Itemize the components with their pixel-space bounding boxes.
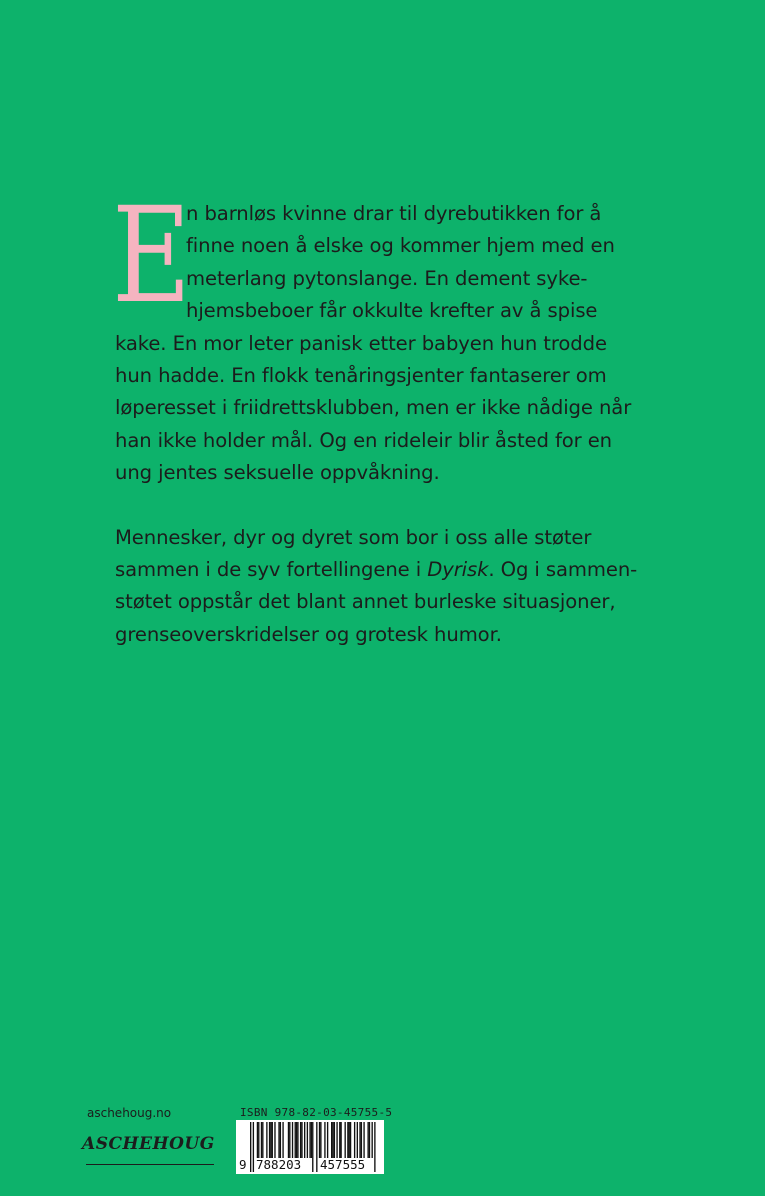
barcode-bar — [319, 1122, 320, 1158]
blurb-line: kake. En mor leter panisk etter babyen hun trodde — [115, 331, 607, 355]
barcode-digits-left: 788203 — [256, 1157, 302, 1172]
barcode-bar — [258, 1122, 259, 1158]
barcode-bar — [332, 1122, 333, 1158]
barcode-bar — [354, 1122, 355, 1158]
publisher-logo: ASCHEHOUG — [82, 1134, 215, 1154]
barcode-bar — [278, 1122, 279, 1158]
isbn-label: ISBN 978-82-03-45755-5 — [240, 1106, 393, 1119]
barcode-bar — [288, 1122, 289, 1158]
barcode-bar — [309, 1122, 310, 1158]
barcode-bar — [334, 1122, 335, 1158]
barcode-digit-first: 9 — [239, 1157, 247, 1172]
blurb-text: sammen i de syv fortellingene i — [115, 558, 428, 582]
barcode-bar — [269, 1122, 270, 1158]
barcode-bar — [304, 1122, 305, 1158]
barcode-digits-right: 457555 — [320, 1157, 366, 1172]
barcode-bar — [262, 1122, 263, 1158]
barcode-bar — [347, 1122, 348, 1158]
blurb-line: han ikke holder mål. Og en rideleir blir åsted for en — [115, 428, 612, 452]
barcode-bar — [274, 1122, 275, 1158]
barcode-bar — [280, 1122, 281, 1158]
barcode-bar — [297, 1122, 298, 1158]
barcode-bar — [331, 1122, 332, 1158]
barcode-bar — [261, 1122, 262, 1158]
barcode-bar — [292, 1122, 293, 1158]
barcode-bar — [270, 1122, 271, 1158]
barcode-bar — [282, 1122, 283, 1158]
blurb-line: hjemsbeboer får okkulte krefter av å spise — [186, 299, 598, 323]
barcode-bar — [307, 1122, 308, 1158]
barcode-bar — [372, 1122, 373, 1158]
barcode-bar — [296, 1122, 297, 1158]
barcode-bar — [349, 1122, 350, 1158]
barcode-bar — [345, 1122, 346, 1158]
barcode-bar — [289, 1122, 290, 1158]
book-title: Dyrisk — [427, 558, 489, 582]
barcode-bar — [300, 1122, 301, 1158]
barcode-bar — [359, 1122, 360, 1158]
blurb-line: meterlang pytonslange. En dement syke- — [186, 266, 588, 290]
barcode-bar — [336, 1122, 337, 1158]
logo-underline — [86, 1164, 214, 1165]
barcode-bar — [367, 1122, 368, 1158]
barcode-bar — [295, 1122, 296, 1158]
barcode-bar — [340, 1122, 341, 1158]
barcode-bar — [363, 1122, 364, 1158]
blurb-line: grenseoverskridelser og grotesk humor. — [115, 622, 502, 646]
blurb-line: n barnløs kvinne drar til dyrebutikken for å — [186, 202, 602, 225]
barcode-bar — [266, 1122, 267, 1158]
barcode-bar — [272, 1122, 273, 1158]
blurb-line: ung jentes seksuelle oppvåkning. — [115, 461, 440, 485]
barcode-bar — [324, 1122, 325, 1158]
blurb-line: finne noen å elske og kommer hjem med en — [186, 234, 615, 258]
blurb-paragraph-2 — [115, 522, 660, 652]
barcode-bar — [301, 1122, 302, 1158]
blurb-line: løperesset i friidrettsklubben, men er ikke nådige når — [115, 396, 632, 420]
barcode-bar — [357, 1122, 358, 1158]
blurb-line: støtet oppstår det blant annet burleske situasjoner, — [115, 590, 616, 614]
barcode-bar — [369, 1122, 370, 1158]
barcode-bar — [361, 1122, 362, 1158]
blurb-line: Mennesker, dyr og dyret som bor i oss alle støter — [115, 525, 592, 549]
blurb-line — [115, 554, 660, 586]
blurb-text: . Og i sammen- — [488, 558, 638, 582]
barcode-bar — [350, 1122, 351, 1158]
drop-cap: E — [112, 179, 191, 333]
publisher-url: aschehoug.no — [87, 1106, 172, 1120]
blurb-paragraph-1 — [112, 179, 660, 490]
blurb-line: hun hadde. En flokk tenåringsjenter fantaserer om — [115, 364, 607, 388]
barcode-bar — [327, 1122, 328, 1158]
barcode-digits — [236, 1157, 384, 1173]
barcode-bar — [257, 1122, 258, 1158]
back-cover-blurb — [112, 179, 660, 651]
barcode-bar — [320, 1122, 321, 1158]
barcode-bar — [339, 1122, 340, 1158]
barcode-bar — [311, 1122, 312, 1158]
